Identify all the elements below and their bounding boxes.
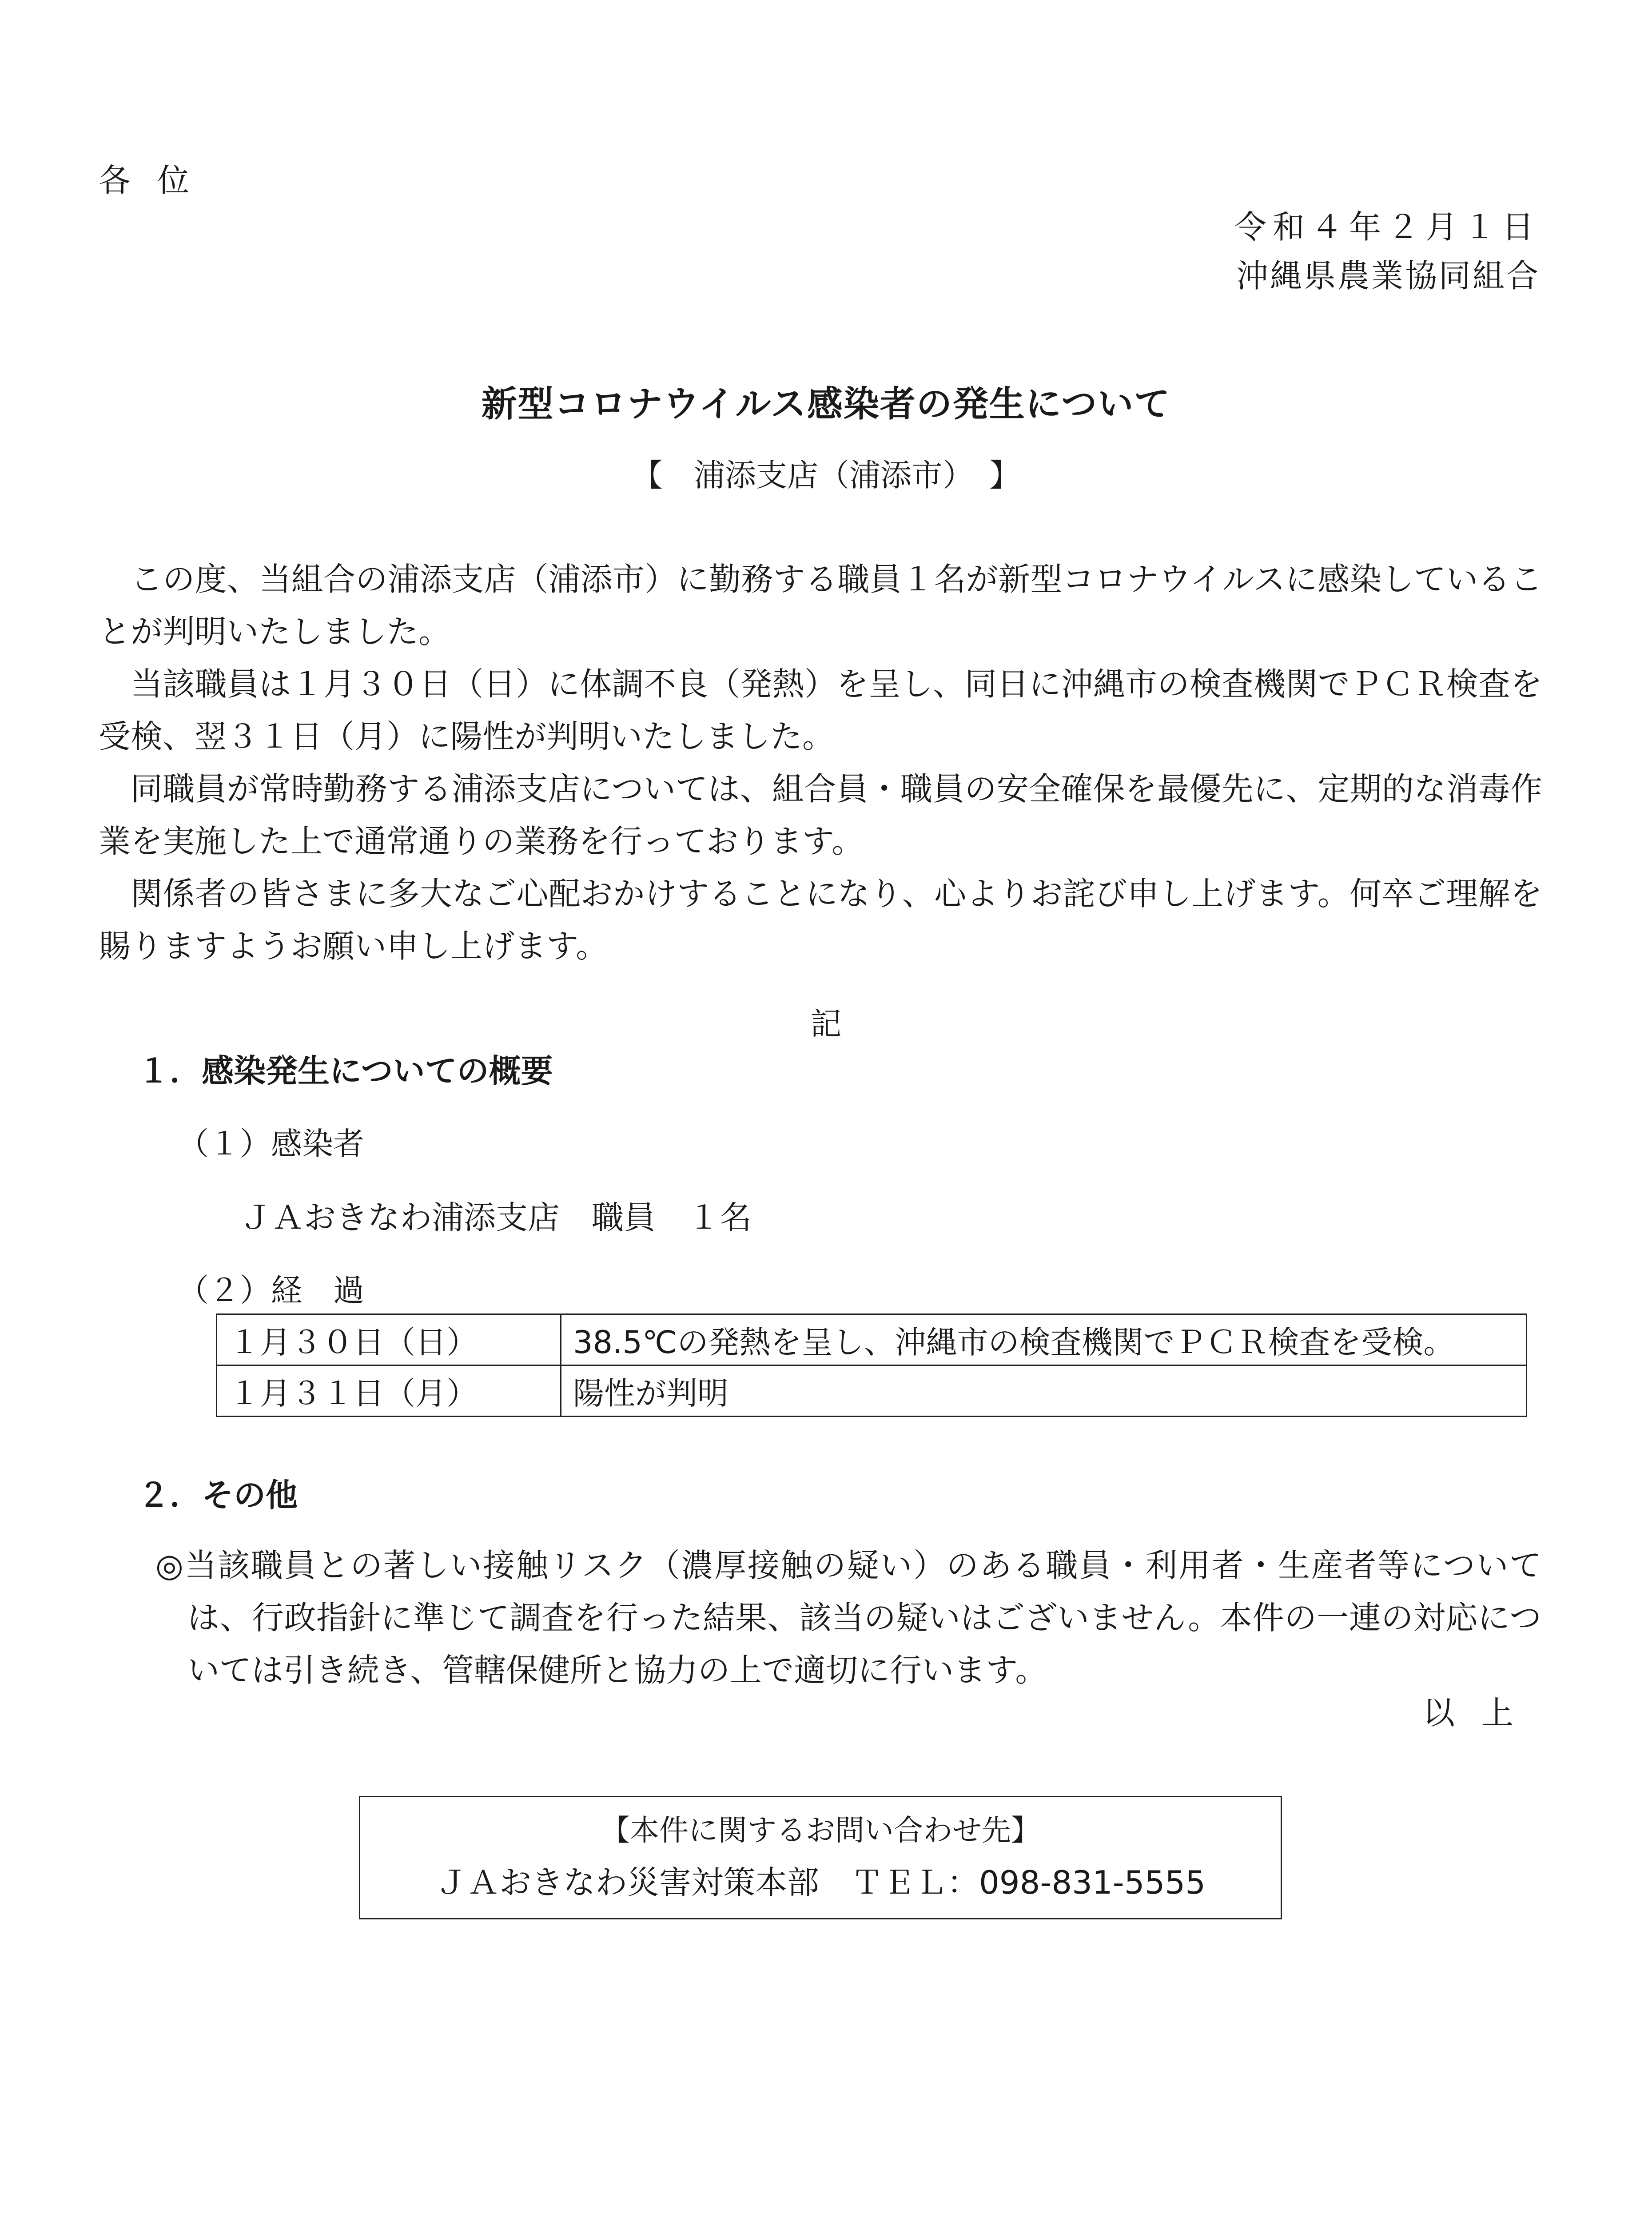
ki-marker: 記 — [810, 1006, 842, 1042]
timeline-table — [216, 1313, 1527, 1417]
branch-name: 【 浦添支店（浦添市） 】 — [632, 457, 1020, 494]
contact-phone-line: ＪＡおきなわ災害対策本部 ＴＥＬ：098-831-5555 — [435, 1864, 1206, 1901]
timeline-date: １月３１日（月） — [217, 1365, 561, 1417]
section-2-heading: ２．その他 — [138, 1477, 298, 1514]
contact-title: 【本件に関するお問い合わせ先】 — [601, 1813, 1040, 1847]
body-paragraph-2: 当該職員は１月３０日（日）に体調不良（発熱）を呈し、同日に沖縄市の検査機関でＰＣＲ検査を受検、翌３１日（月）に陽性が判明いたしました。 — [99, 665, 1542, 755]
body-text — [99, 553, 1542, 972]
other-notes — [155, 1539, 1541, 1696]
document-date: 令和４年２月１日 — [1234, 208, 1540, 246]
table-row — [217, 1365, 1527, 1417]
timeline-event: 38.5℃の発熱を呈し、沖縄市の検査機関でＰＣＲ検査を受検。 — [561, 1314, 1527, 1365]
timeline-date: １月３０日（日） — [217, 1314, 561, 1365]
contact-box — [359, 1796, 1282, 1919]
infected-person-text: ＪＡおきなわ浦添支店 職員 １名 — [240, 1199, 752, 1236]
body-paragraph-1: この度、当組合の浦添支店（浦添市）に勤務する職員１名が新型コロナウイルスに感染していることが判明いたしました。 — [99, 561, 1542, 650]
body-paragraph-3: 同職員が常時勤務する浦添支店については、組合員・職員の安全確保を最優先に、定期的な消毒作業を実施した上で通常通りの業務を行っております。 — [99, 770, 1542, 860]
subsection-infected-heading: （１）感染者 — [178, 1126, 364, 1162]
other-notes-text: ◎当該職員との著しい接触リスク（濃厚接触の疑い）のある職員・利用者・生産者等については、行政指針に準じて調査を行った結果、該当の疑いはございません。本件の一連の対応については引き続き、管轄保健所と協力の上で適切に行います。 — [155, 1547, 1541, 1689]
addressee: 各位 — [99, 162, 216, 199]
document-title: 新型コロナウイルス感染者の発生について — [481, 383, 1171, 425]
closing-mark: 以上 — [1422, 1694, 1540, 1731]
subsection-timeline-heading: （２）経 過 — [178, 1272, 364, 1309]
table-row — [217, 1314, 1527, 1365]
section-1-heading: １．感染発生についての概要 — [138, 1052, 553, 1090]
timeline-event: 陽性が判明 — [561, 1365, 1527, 1417]
body-paragraph-4: 関係者の皆さまに多大なご心配おかけすることになり、心よりお詫び申し上げます。何卒ご理解を賜りますようお願い申し上げます。 — [99, 875, 1542, 965]
organization-name: 沖縄県農業協同組合 — [1236, 257, 1540, 295]
